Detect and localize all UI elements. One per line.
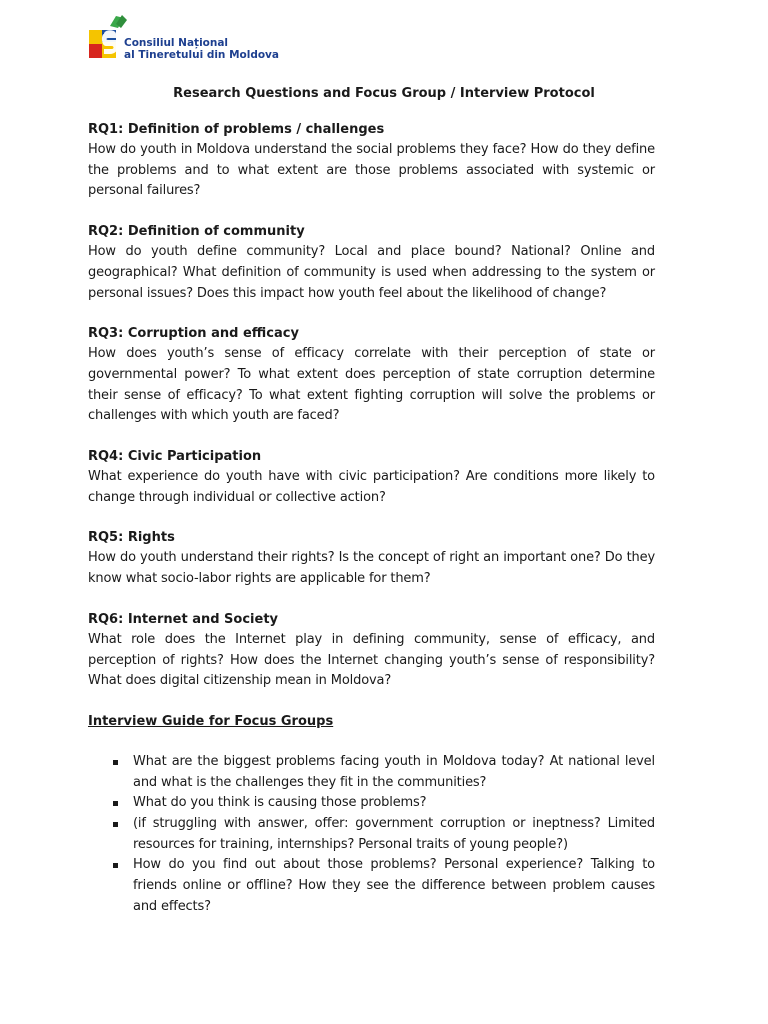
rq-title: Civic Participation [127,449,262,465]
interview-guide-heading: Interview Guide for Focus Groups [88,713,334,729]
rq-description: What role does the Internet play in defining community, sense of efficacy, and perception of rights? How does the Internet changing youth’s sense of responsibility? What does digital citizenship mean in Moldova? [88,631,655,689]
list-item-text: How do you find out about those problems? Personal experience? Talking to friends online or offline? How they see the difference between problem causes and effects? [133,857,655,914]
rq-heading: RQ6: Internet and Society [88,611,279,627]
rq-heading: RQ3: Corruption and efficacy [88,326,299,342]
list-item [113,752,655,793]
rq-label: RQ4 [88,449,119,465]
rq-label: RQ6 [88,611,119,627]
list-item [113,793,655,814]
rq-title: Corruption and efficacy [127,326,299,342]
rq-title: Rights [127,530,175,546]
research-question-2 [88,222,655,304]
rq-heading: RQ4: Civic Participation [88,449,262,465]
organization-name-line2: al Tineretului din Moldova [124,49,279,61]
rq-heading: RQ2: Definition of community [88,224,305,240]
rq-label: RQ3 [88,326,119,342]
organization-name-line1: Consiliul Național [124,37,229,49]
rq-title: Definition of community [127,224,305,240]
list-item-text: (if struggling with answer, offer: government corruption or ineptness? Limited resources for training, internships? Personal traits of young people?) [133,816,655,852]
rq-title: Internet and Society [127,611,279,627]
rq-label: RQ2 [88,224,119,240]
research-question-1 [88,120,655,202]
rq-description: What experience do youth have with civic participation? Are conditions more likely to change through individual or collective action? [88,469,655,505]
rq-description: How does youth’s sense of efficacy correlate with their perception of state or governmental power? To what extent does perception of state corruption determine their sense of efficacy? To what extent fighting corruption will solve the problems or challenges with which youth are faced? [88,346,655,424]
research-question-3 [88,324,655,427]
research-question-6 [88,610,655,692]
document-body [88,120,655,918]
interview-guide-list [88,752,655,918]
research-question-5 [88,528,655,589]
list-item [113,814,655,855]
organization-logo [86,14,286,66]
rq-description: How do youth understand their rights? Is the concept of right an important one? Do they know what socio-labor rights are applicable for them? [88,550,655,587]
rq-description: How do youth define community? Local and place bound? National? Online and geographical? What definition of community is used when addressing to the system or personal issues? Does this impact how youth feel about the likelihood of change? [88,244,655,301]
cnt-logo-icon [86,14,128,62]
bullet-icon [113,863,118,868]
list-item [113,855,655,917]
organization-name [124,37,279,61]
rq-heading: RQ5: Rights [88,530,175,546]
bullet-icon [113,801,118,806]
rq-description: How do youth in Moldova understand the social problems they face? How do they define the problems and to what extent are those problems associated with systemic or personal failures? [88,142,655,199]
bullet-icon [113,822,118,827]
list-item-text: What are the biggest problems facing youth in Moldova today? At national level and what is the challenges they fit in the communities? [133,753,655,790]
rq-title: Definition of problems / challenges [127,122,385,137]
document-title: Research Questions and Focus Group / Interview Protocol [173,86,595,101]
rq-heading: RQ1: Definition of problems / challenges [88,122,385,137]
rq-label: RQ1 [88,122,119,137]
list-item-text: What do you think is causing those problems? [133,795,427,811]
rq-label: RQ5 [88,530,119,546]
research-question-4 [88,447,655,508]
bullet-icon [113,760,118,765]
